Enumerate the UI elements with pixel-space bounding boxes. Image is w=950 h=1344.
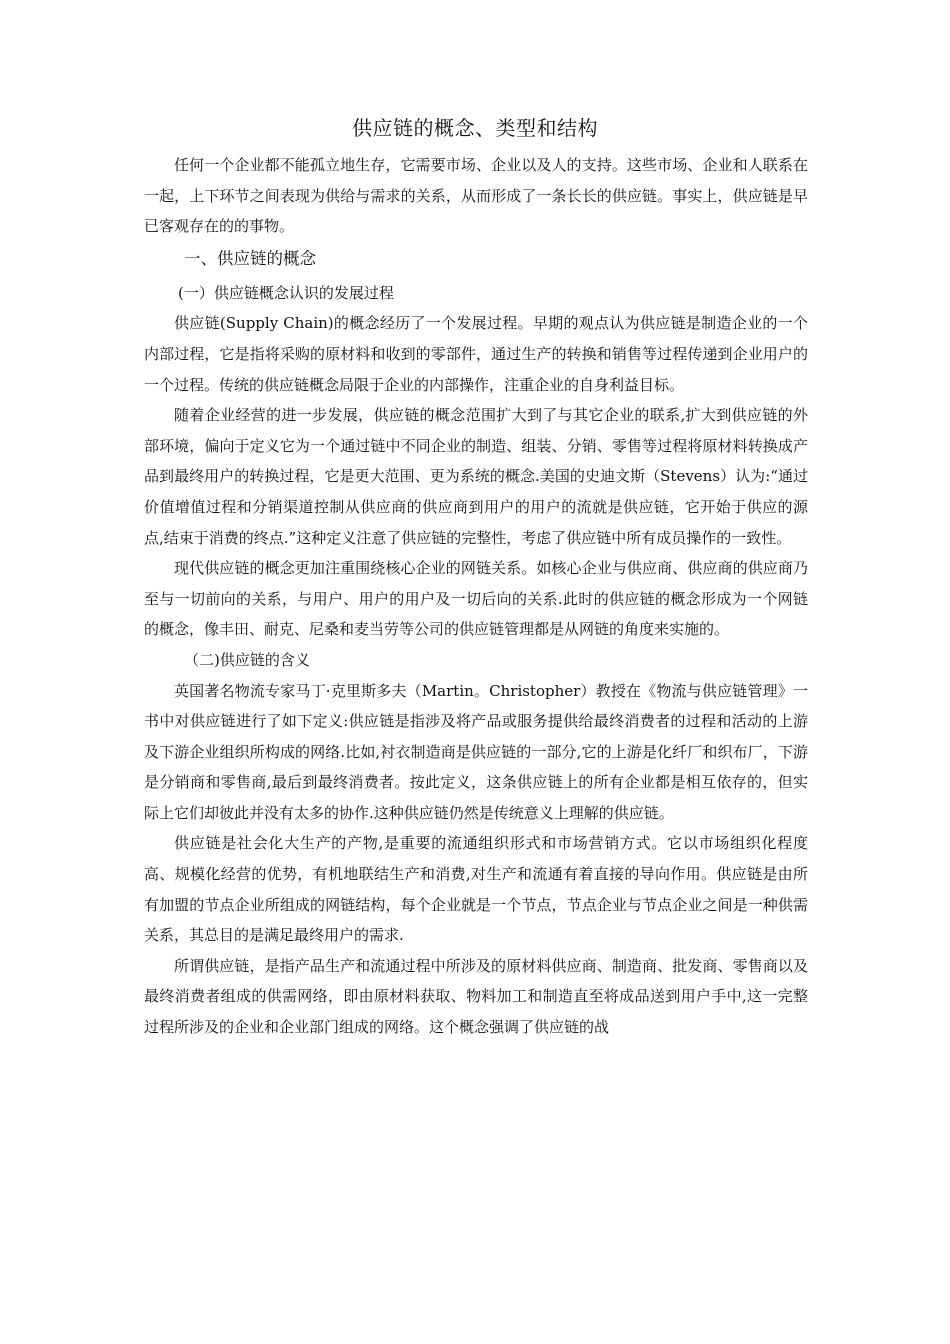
paragraph-1: 供应链(Supply Chain)的概念经历了一个发展过程。早期的观点认为供应链是制造企业的一个内部过程，它是指将采购的原材料和收到的零部件，通过生产的转换和销售等过程传递到企业用户的一个过程。传统的供应链概念局限于企业的内部操作，注重企业的自身利益目标。: [144, 314, 808, 394]
paragraph-6: 所谓供应链，是指产品生产和流通过程中所涉及的原材料供应商、制造商、批发商、零售商以及最终消费者组成的供需网络，即由原材料获取、物料加工和制造直至将成品送到用户手中,这一完整过程所涉及的企业和企业部门组成的网络。这个概念强调了供应链的战: [144, 956, 808, 1037]
document-title: 供应链的概念、类型和结构: [352, 116, 598, 140]
subsection-heading-1: (一）供应链概念认识的发展过程: [178, 283, 394, 302]
paragraph-2: 随着企业经营的进一步发展，供应链的概念范围扩大到了与其它企业的联系,扩大到供应链的外部环境，偏向于定义它为一个通过链中不同企业的制造、组装、分销、零售等过程将原材料转换成产品到最终用户的转换过程，它是更大范围、更为系统的概念.美国的史迪文斯（Stevens）认为:“通过价值增值过程和分销渠道控制从供应商的供应商到用户的用户的流就是供应链，它开始于供应的源点,结束于消费的终点.”这种定义注意了供应链的完整性，考虑了供应链中所有成员操作的一致性。: [144, 406, 808, 547]
section-heading-1: 一、供应链的概念: [184, 248, 316, 268]
paragraph-intro: 任何一个企业都不能孤立地生存，它需要市场、企业以及人的支持。这些市场、企业和人联系在一起，上下环节之间表现为供给与需求的关系，从而形成了一条长长的供应链。事实上，供应链是早已客观存在的的事物。: [144, 156, 808, 236]
paragraph-5: 供应链是社会化大生产的产物,是重要的流通组织形式和市场营销方式。它以市场组织化程度高、规模化经营的优势，有机地联结生产和消费,对生产和流通有着直接的导向作用。供应链是由所有加盟的节点企业所组成的网链结构，每个企业就是一个节点，节点企业与节点企业之间是一种供需关系，其总目的是满足最终用户的需求.: [144, 834, 808, 945]
document-body: [144, 150, 808, 1043]
paragraph-4: 英国著名物流专家马丁·克里斯多夫（Martin。Christopher）教授在《物流与供应链管理》一书中对供应链进行了如下定义:供应链是指涉及将产品或服务提供给最终消费者的过程和活动的上游及下游企业组织所构成的网络.比如,衬衣制造商是供应链的一部分,它的上游是化纤厂和织布厂，下游是分销商和零售商,最后到最终消费者。按此定义，这条供应链上的所有企业都是相互依存的，但实际上它们却彼此并没有太多的协作.这种供应链仍然是传统意义上理解的供应链。: [144, 681, 808, 822]
subsection-heading-2: （二)供应链的含义: [184, 650, 310, 669]
paragraph-3: 现代供应链的概念更加注重围绕核心企业的网链关系。如核心企业与供应商、供应商的供应商乃至与一切前向的关系，与用户、用户的用户及一切后向的关系.此时的供应链的概念形成为一个网链的概念，像丰田、耐克、尼桑和麦当劳等公司的供应链管理都是从网链的角度来实施的。: [144, 559, 808, 639]
